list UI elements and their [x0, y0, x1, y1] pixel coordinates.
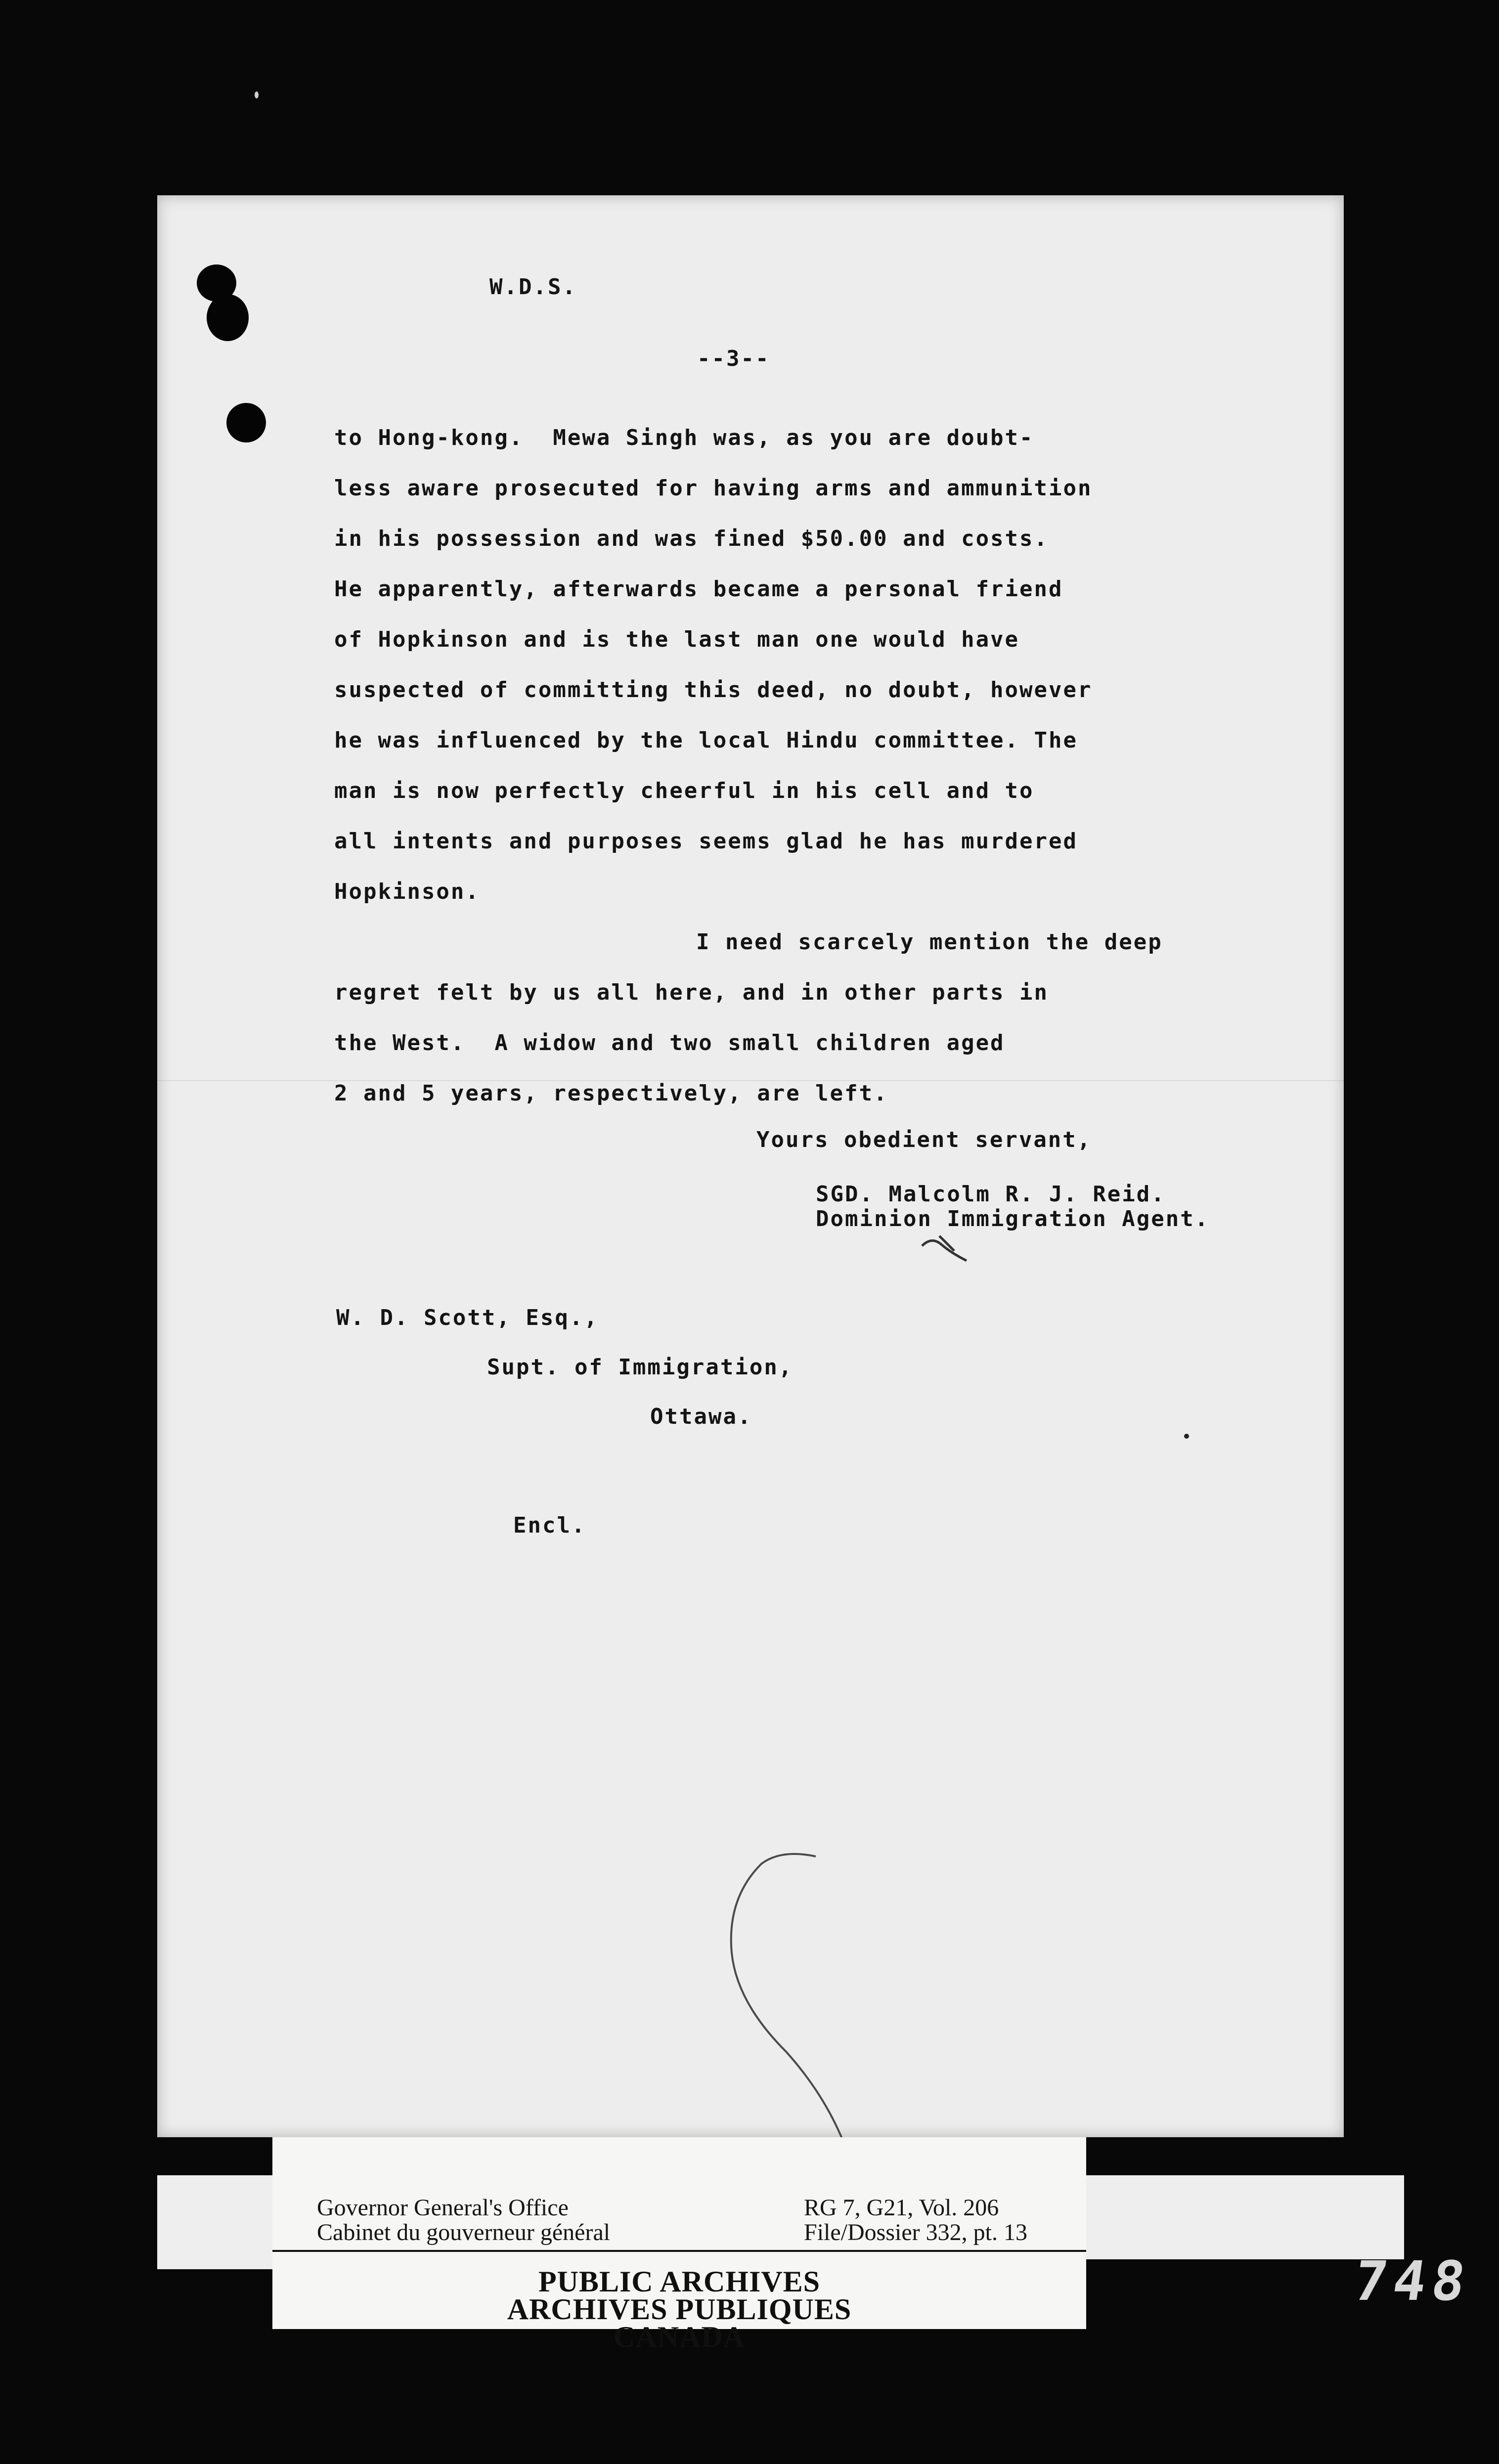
label-side-strip [1058, 2175, 1404, 2259]
body-line: 2 and 5 years, respectively, are left. [334, 1081, 888, 1106]
office-english: Governor General's Office [317, 2195, 569, 2221]
label-side-strip [157, 2175, 272, 2269]
office-french: Cabinet du gouverneur général [317, 2219, 611, 2245]
signature-title: Dominion Immigration Agent. [816, 1206, 1210, 1232]
film-speck [255, 91, 259, 98]
addressee-city: Ottawa. [650, 1404, 752, 1429]
punch-hole-middle [226, 403, 266, 442]
body-line: the West. A widow and two small children aged [334, 1030, 1005, 1056]
header-initials: W.D.S. [489, 274, 577, 300]
frame-number: 748 [1350, 2249, 1475, 2313]
body-line: I need scarcely mention the deep [696, 929, 1163, 955]
addressee-title: Supt. of Immigration, [487, 1355, 794, 1380]
closing: Yours obedient servant, [756, 1127, 1092, 1152]
enclosure-note: Encl. [513, 1513, 586, 1538]
addressee-name: W. D. Scott, Esq., [336, 1305, 599, 1330]
archive-label [272, 2137, 1086, 2353]
label-divider [272, 2250, 1086, 2252]
body-line: he was influenced by the local Hindu committee. The [334, 728, 1078, 753]
film-speck [1184, 1434, 1189, 1439]
body-line: in his possession and was fined $50.00 and costs. [334, 526, 1049, 551]
body-line: less aware prosecuted for having arms and ammunition [334, 476, 1093, 501]
file-number: File/Dossier 332, pt. 13 [804, 2219, 1027, 2245]
archive-stamp-line: ARCHIVES PUBLIQUES [507, 2293, 852, 2326]
archive-stamp-line: PUBLIC ARCHIVES [538, 2265, 821, 2298]
body-line: regret felt by us all here, and in other parts in [334, 980, 1049, 1005]
page-marker: --3-- [697, 346, 770, 371]
archive-stamp-line: CANADA [614, 2321, 745, 2353]
punch-hole-top-lower [207, 294, 249, 341]
body-line: Hopkinson. [334, 879, 480, 904]
body-line: man is now perfectly cheerful in his cell and to [334, 778, 1034, 803]
body-line: suspected of committing this deed, no doubt, however [334, 677, 1093, 703]
body-line: of Hopkinson and is the last man one would have [334, 627, 1020, 652]
body-line: to Hong-kong. Mewa Singh was, as you are doubt- [334, 425, 1034, 450]
signature: SGD. Malcolm R. J. Reid. [816, 1182, 1166, 1207]
body-line: He apparently, afterwards became a personal friend [334, 576, 1063, 602]
pen-mark [920, 1231, 974, 1266]
body-line: all intents and purposes seems glad he has murdered [334, 829, 1078, 854]
archive-reference: RG 7, G21, Vol. 206 [804, 2195, 999, 2221]
